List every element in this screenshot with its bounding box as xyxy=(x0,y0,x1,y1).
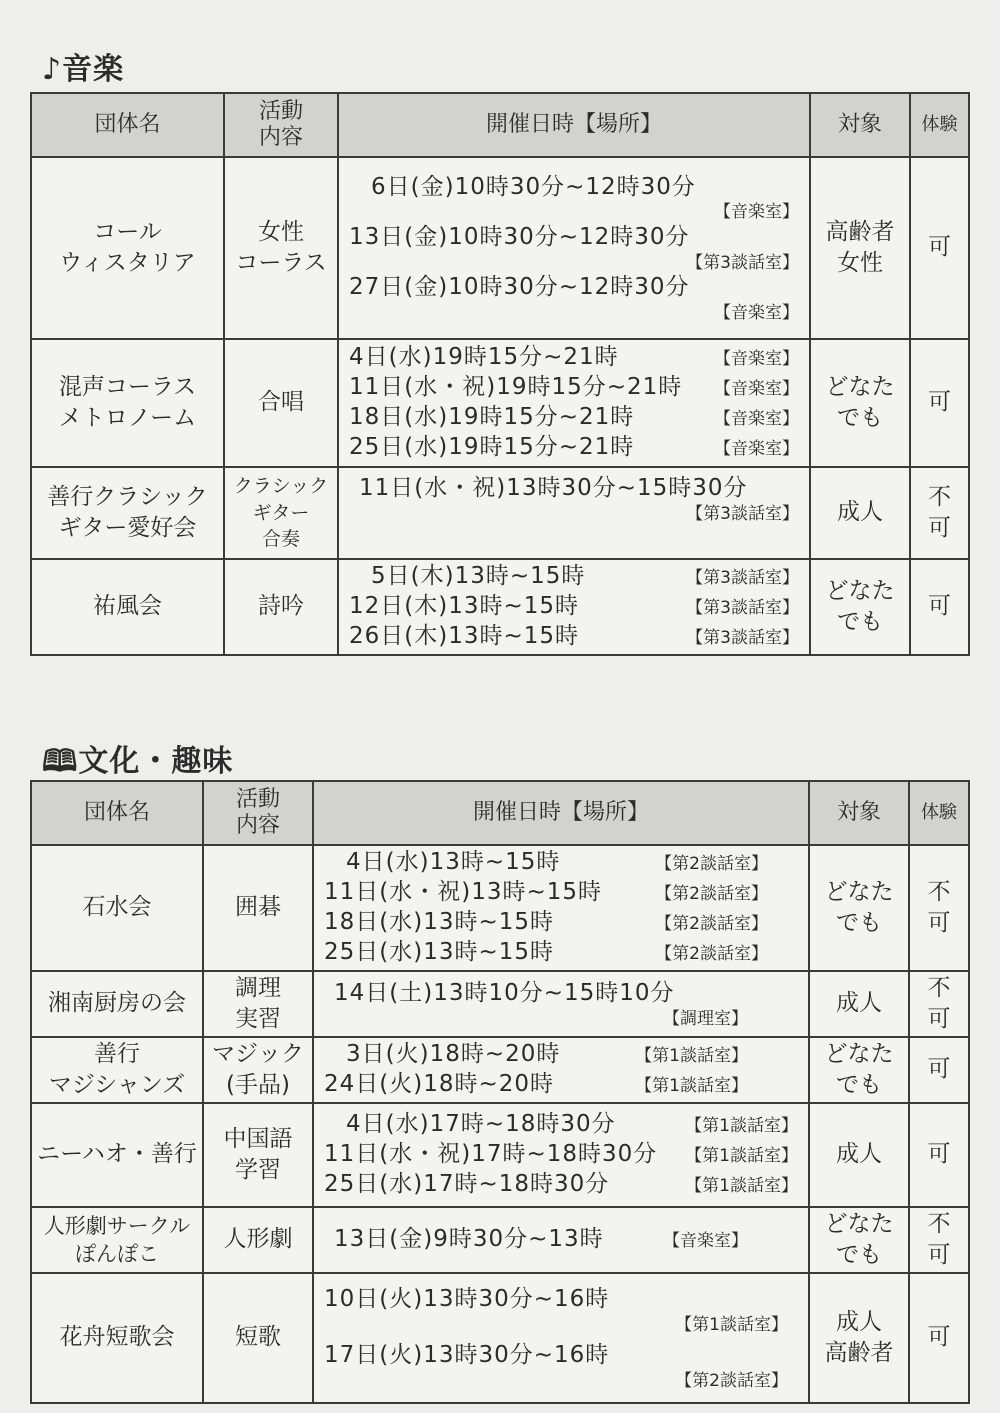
header-target: 対象 xyxy=(810,93,910,157)
trial: 可 xyxy=(909,1037,969,1103)
schedule-date: 5日(木)13時~15時 xyxy=(371,563,586,589)
header-activity: 活動 内容 xyxy=(203,781,313,845)
header-name: 団体名 xyxy=(31,93,224,157)
target: どなた でも xyxy=(809,845,909,971)
schedule-line xyxy=(349,622,799,652)
header-datetime: 開催日時【場所】 xyxy=(338,93,810,157)
schedule-date: 17日(火)13時30分~16時 xyxy=(324,1342,610,1368)
trial: 可 xyxy=(909,1103,969,1207)
group-name: 祐風会 xyxy=(31,559,224,655)
table-row xyxy=(31,339,969,467)
trial: 不 可 xyxy=(909,971,969,1037)
group-name: 人形劇サークル ぽんぽこ xyxy=(31,1207,203,1273)
table-row xyxy=(31,1103,969,1207)
schedule-place: 【音楽室】 xyxy=(714,303,799,324)
schedule-line xyxy=(324,1070,748,1100)
target: 成人 高齢者 xyxy=(809,1273,909,1403)
activity: 囲碁 xyxy=(203,845,313,971)
culture-header-row xyxy=(31,781,969,845)
schedule-date: 25日(水)17時~18時30分 xyxy=(324,1170,610,1197)
target: 成人 xyxy=(809,971,909,1037)
schedule-place: 【第2談話室】 xyxy=(675,1370,788,1391)
schedule-date: 18日(水)19時15分~21時 xyxy=(349,404,635,430)
schedule-cell xyxy=(313,1273,809,1403)
schedule-place: 【調理室】 xyxy=(663,1008,748,1029)
schedule-date: 24日(火)18時~20時 xyxy=(324,1071,555,1097)
schedule-place: 【第3談話室】 xyxy=(686,597,799,618)
schedule-line xyxy=(349,562,799,592)
schedule-place: 【第1談話室】 xyxy=(635,1076,748,1096)
schedule-date: 12日(木)13時~15時 xyxy=(349,592,580,619)
trial: 不 可 xyxy=(909,845,969,971)
schedule-place: 【音楽室】 xyxy=(714,438,799,459)
target: どなた でも xyxy=(810,559,910,655)
schedule-date: 11日(水・祝)17時~18時30分 xyxy=(324,1141,658,1168)
schedule-place: 【音楽室】 xyxy=(714,202,799,223)
activity: 合唱 xyxy=(224,339,338,467)
schedule-line xyxy=(324,908,768,938)
activity: 中国語 学習 xyxy=(203,1103,313,1207)
schedule-place: 【第3談話室】 xyxy=(686,503,799,524)
group-name: 善行クラシック ギター愛好会 xyxy=(31,467,224,559)
schedule-place: 【音楽室】 xyxy=(714,379,799,400)
activity: 女性 コーラス xyxy=(224,157,338,339)
trial: 不 可 xyxy=(910,467,969,559)
schedule-date: 6日(金)10時30分~12時30分 xyxy=(371,173,696,200)
schedule-place: 【第3談話室】 xyxy=(686,568,799,588)
schedule-line xyxy=(349,433,799,463)
schedule-date: 4日(水)19時15分~21時 xyxy=(349,344,619,371)
schedule-line xyxy=(324,878,768,908)
schedule-place: 【第1談話室】 xyxy=(635,1046,748,1067)
trial: 可 xyxy=(910,559,969,655)
activity: 詩吟 xyxy=(224,559,338,655)
schedule-date: 11日(水・祝)19時15分~21時 xyxy=(349,374,683,401)
group-name: 混声コーラス メトロノーム xyxy=(31,339,224,467)
schedule-place: 【音楽室】 xyxy=(663,1231,748,1252)
schedule-date: 25日(水)19時15分~21時 xyxy=(349,433,635,460)
trial: 不 可 xyxy=(909,1207,969,1273)
header-datetime: 開催日時【場所】 xyxy=(313,781,809,845)
schedule-line xyxy=(324,1040,748,1070)
activity: マジック (手品) xyxy=(203,1037,313,1103)
schedule-line xyxy=(349,592,799,622)
table-row xyxy=(31,1207,969,1273)
schedule-date: 27日(金)10時30分~12時30分 xyxy=(349,274,690,301)
schedule-line xyxy=(324,1140,798,1170)
target: どなた でも xyxy=(809,1207,909,1273)
culture-table xyxy=(30,780,970,1404)
schedule-place: 【第2談話室】 xyxy=(655,943,768,964)
schedule-date: 11日(水・祝)13時~15時 xyxy=(324,879,603,906)
target: どなた でも xyxy=(810,339,910,467)
target: どなた でも xyxy=(809,1037,909,1103)
group-name: 湘南厨房の会 xyxy=(31,971,203,1037)
target: 成人 xyxy=(809,1103,909,1207)
schedule-place: 【第2談話室】 xyxy=(655,884,768,905)
group-name: 花舟短歌会 xyxy=(31,1273,203,1403)
table-row xyxy=(31,971,969,1037)
schedule-line xyxy=(324,938,768,968)
schedule-line xyxy=(324,848,768,878)
schedule-date: 14日(土)13時10分~15時10分 xyxy=(334,979,675,1006)
trial: 可 xyxy=(910,339,969,467)
culture-section-title: 🕮文化・趣味 xyxy=(42,744,234,779)
schedule-line xyxy=(349,373,799,403)
schedule-date: 26日(木)13時~15時 xyxy=(349,622,580,649)
schedule-place: 【第1談話室】 xyxy=(675,1314,788,1335)
header-target: 対象 xyxy=(809,781,909,845)
schedule-cell xyxy=(338,157,810,339)
schedule-line xyxy=(349,403,799,433)
schedule-date: 13日(金)9時30分~13時 xyxy=(334,1226,604,1253)
schedule-date: 4日(水)17時~18時30分 xyxy=(346,1111,616,1138)
activity: 人形劇 xyxy=(203,1207,313,1273)
table-row xyxy=(31,1273,969,1403)
schedule-cell xyxy=(313,1037,809,1103)
activity: 短歌 xyxy=(203,1273,313,1403)
schedule-date: 11日(水・祝)13時30分~15時30分 xyxy=(359,475,748,501)
schedule-place: 【第2談話室】 xyxy=(655,914,768,934)
schedule-line xyxy=(324,1170,798,1200)
group-name: コール ウィスタリア xyxy=(31,157,224,339)
schedule-place: 【第1談話室】 xyxy=(685,1146,798,1167)
schedule-place: 【音楽室】 xyxy=(714,409,799,429)
schedule-date: 4日(水)13時~15時 xyxy=(346,849,561,876)
schedule-date: 13日(金)10時30分~12時30分 xyxy=(349,223,690,250)
activity: 調理 実習 xyxy=(203,971,313,1037)
trial: 可 xyxy=(910,157,969,339)
schedule-cell xyxy=(313,1207,809,1273)
table-row xyxy=(31,845,969,971)
table-row xyxy=(31,157,969,339)
header-trial: 体験 xyxy=(910,93,969,157)
schedule-cell xyxy=(313,1103,809,1207)
schedule-date: 18日(水)13時~15時 xyxy=(324,909,555,935)
schedule-place: 【第1談話室】 xyxy=(685,1175,798,1196)
schedule-line xyxy=(349,343,799,373)
schedule-place: 【第3談話室】 xyxy=(686,252,799,273)
schedule-cell xyxy=(313,845,809,971)
target: 成人 xyxy=(810,467,910,559)
header-trial: 体験 xyxy=(909,781,969,845)
schedule-line xyxy=(324,1110,798,1140)
schedule-date: 10日(火)13時30分~16時 xyxy=(324,1285,610,1312)
schedule-cell xyxy=(313,971,809,1037)
schedule-cell xyxy=(338,339,810,467)
table-row xyxy=(31,1037,969,1103)
schedule-place: 【第2談話室】 xyxy=(655,854,768,875)
header-activity: 活動 内容 xyxy=(224,93,338,157)
trial: 可 xyxy=(909,1273,969,1403)
music-table xyxy=(30,92,970,656)
group-name: ニーハオ・善行 xyxy=(31,1103,203,1207)
schedule-place: 【第1談話室】 xyxy=(685,1116,798,1137)
group-name: 石水会 xyxy=(31,845,203,971)
schedule-cell xyxy=(338,559,810,655)
schedule-date: 3日(火)18時~20時 xyxy=(346,1041,561,1068)
music-header-row xyxy=(31,93,969,157)
table-row xyxy=(31,559,969,655)
music-section-title: ♪音楽 xyxy=(42,52,125,87)
schedule-cell xyxy=(338,467,810,559)
table-row xyxy=(31,467,969,559)
schedule-line xyxy=(324,1225,748,1255)
header-name: 団体名 xyxy=(31,781,203,845)
schedule-place: 【第3談話室】 xyxy=(686,627,799,648)
schedule-date: 25日(水)13時~15時 xyxy=(324,938,555,965)
schedule-place: 【音楽室】 xyxy=(714,349,799,370)
activity: クラシック ギター 合奏 xyxy=(224,467,338,559)
target: 高齢者 女性 xyxy=(810,157,910,339)
group-name: 善行 マジシャンズ xyxy=(31,1037,203,1103)
